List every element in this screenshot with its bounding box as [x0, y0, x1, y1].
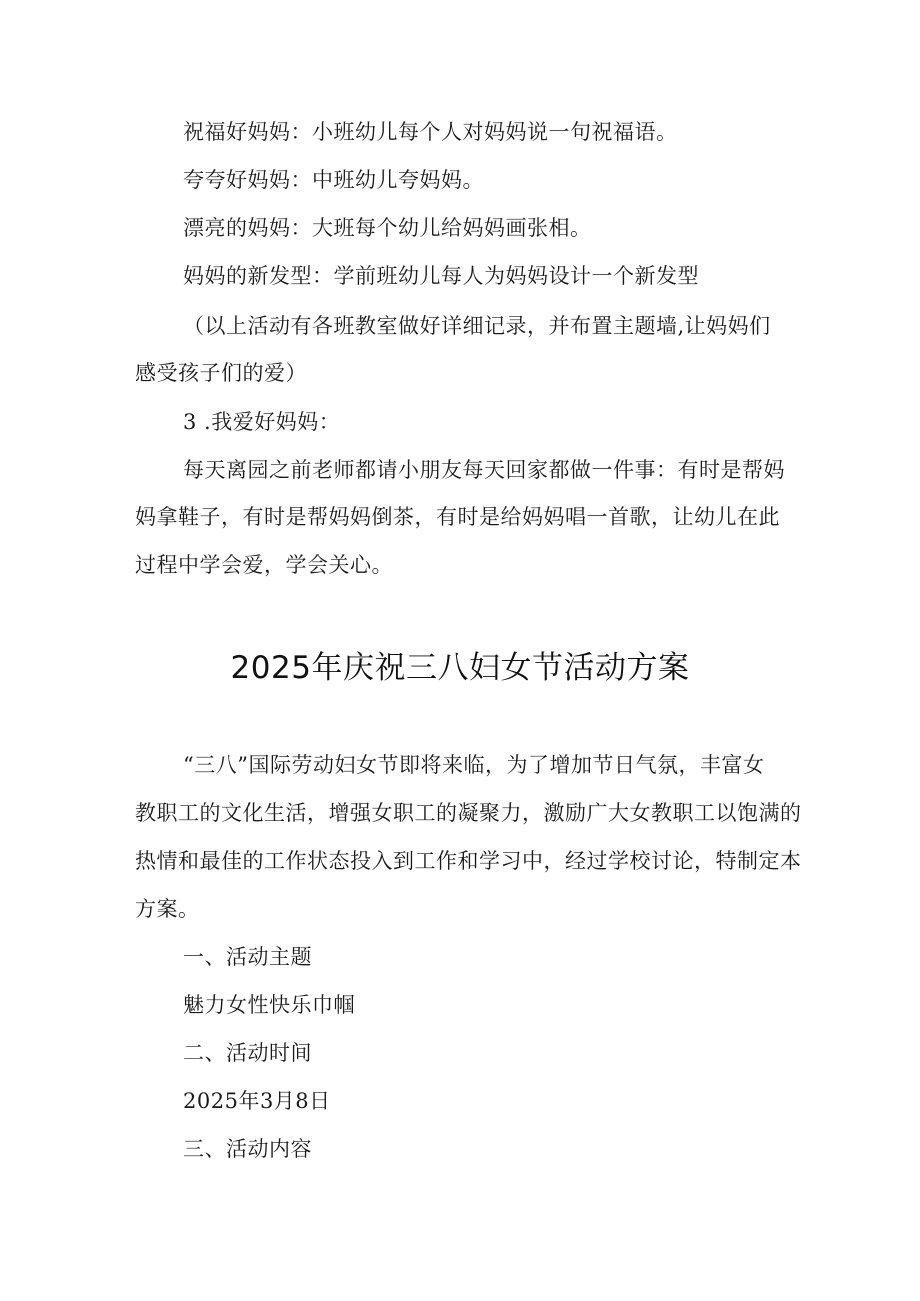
paragraph-line: 漂亮的妈妈：大班每个幼儿给妈妈画张相。	[183, 216, 592, 240]
document-title: 2025年庆祝三八妇女节活动方案	[230, 650, 690, 686]
paragraph-line: 祝福好妈妈：小班幼儿每个人对妈妈说一句祝福语。	[183, 120, 678, 144]
paragraph-line: （以上活动有各班教室做好详细记录，并布置主题墙,让妈妈们	[183, 314, 771, 338]
paragraph-line: 感受孩子们的爱）	[135, 361, 307, 385]
paragraph-line: 每天离园之前老师都请小朋友每天回家都做一件事：有时是帮妈	[183, 458, 785, 482]
section-heading-content: 三、活动内容	[183, 1137, 312, 1161]
paragraph-line: 过程中学会爱，学会关心。	[135, 553, 393, 577]
paragraph-line: 妈妈的新发型：学前班幼儿每人为妈妈设计一个新发型	[183, 264, 699, 288]
list-heading: 3 .我爱好妈妈：	[183, 410, 341, 434]
paragraph-line: 妈拿鞋子，有时是帮妈妈倒茶，有时是给妈妈唱一首歌，让幼儿在此	[135, 505, 780, 529]
time-text: 2025年3月8日	[183, 1089, 331, 1113]
section-heading-time: 二、活动时间	[183, 1041, 312, 1065]
section-heading-theme: 一、活动主题	[183, 945, 312, 969]
paragraph-line: “三八”国际劳动妇女节即将来临，为了增加节日气氛，丰富女	[183, 753, 765, 777]
theme-text: 魅力女性快乐巾帼	[183, 993, 355, 1017]
paragraph-line: 教职工的文化生活，增强女职工的凝聚力，激励广大女教职工以饱满的	[135, 801, 802, 825]
paragraph-line: 热情和最佳的工作状态投入到工作和学习中，经过学校讨论，特制定本	[135, 849, 802, 873]
paragraph-line: 方案。	[135, 897, 200, 921]
paragraph-line: 夸夸好妈妈：中班幼儿夸妈妈。	[183, 168, 484, 192]
